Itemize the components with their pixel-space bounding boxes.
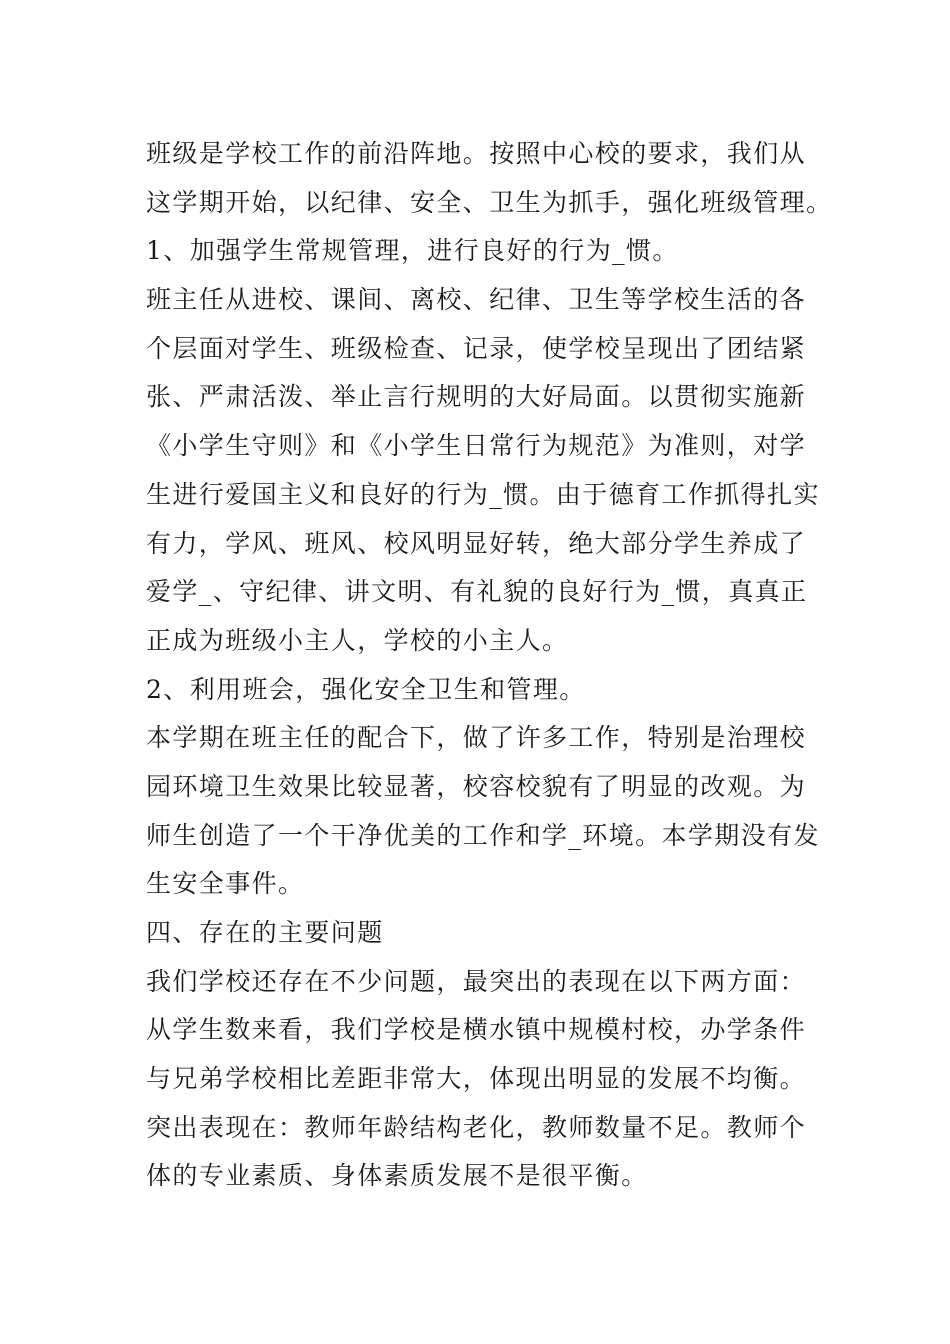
paragraph-line: 园环境卫生效果比较显著，校容校貌有了明显的改观。为 — [146, 771, 807, 801]
paragraph-line: 突出表现在：教师年龄结构老化，教师数量不足。教师个 — [146, 1112, 807, 1142]
paragraph-line: 与兄弟学校相比差距非常大，体现出明显的发展不均衡。 — [146, 1064, 807, 1094]
paragraph-line: 正成为班级小主人，学校的小主人。 — [146, 625, 569, 655]
paragraph-line: 生进行爱国主义和良好的行为_惯。由于德育工作抓得扎实 — [146, 479, 820, 509]
section-heading: 1、加强学生常规管理，进行良好的行为_惯。 — [146, 236, 679, 266]
paragraph-line: 从学生数来看，我们学校是横水镇中规模村校，办学条件 — [146, 1015, 807, 1045]
paragraph-line: 张、严肃活泼、举止言行规明的大好局面。以贯彻实施新 — [146, 382, 807, 412]
paragraph-line: 师生创造了一个干净优美的工作和学_环境。本学期没有发 — [146, 820, 820, 850]
paragraph-line: 我们学校还存在不少问题，最突出的表现在以下两方面： — [146, 966, 807, 996]
paragraph-line: 体的专业素质、身体素质发展不是很平衡。 — [146, 1161, 648, 1191]
paragraph-line: 班级是学校工作的前沿阵地。按照中心校的要求，我们从 — [146, 139, 807, 168]
document-body — [146, 130, 833, 1201]
section-heading: 四、存在的主要问题 — [146, 918, 384, 947]
paragraph-line: 本学期在班主任的配合下，做了许多工作，特别是治理校 — [146, 723, 807, 753]
section-heading: 2、利用班会，强化安全卫生和管理。 — [146, 674, 586, 704]
paragraph-line: 《小学生守则》和《小学生日常行为规范》为准则，对学 — [146, 431, 807, 461]
paragraph-line: 这学期开始，以纪律、安全、卫生为抓手，强化班级管理。 — [146, 187, 833, 217]
paragraph-line: 爱学_、守纪律、讲文明、有礼貌的良好行为_惯，真真正 — [146, 577, 808, 607]
paragraph-line: 个层面对学生、班级检查、记录，使学校呈现出了团结紧 — [146, 333, 807, 363]
paragraph-line: 生安全事件。 — [146, 869, 305, 899]
paragraph-line: 有力，学风、班风、校风明显好转，绝大部分学生养成了 — [146, 528, 807, 558]
paragraph-line: 班主任从进校、课间、离校、纪律、卫生等学校生活的各 — [146, 285, 807, 315]
